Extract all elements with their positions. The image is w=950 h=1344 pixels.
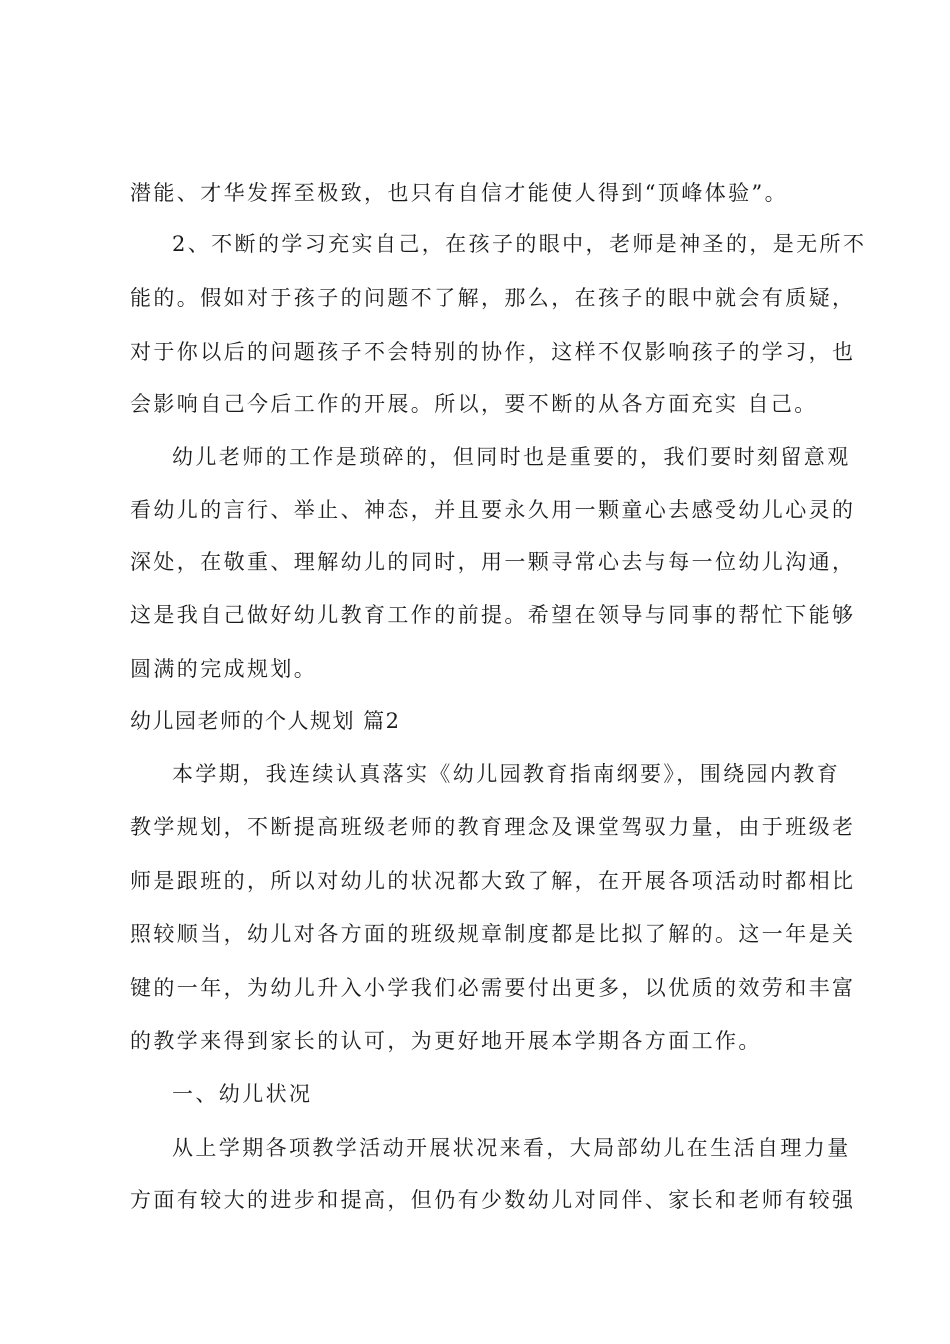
- section-heading: 幼儿园老师的个人规划 篇2: [130, 709, 401, 733]
- text-line: 的教学来得到家长的认可，为更好地开展本学期各方面工作。: [130, 1029, 762, 1053]
- text-line: 看幼儿的言行、举止、神态，并且要永久用一颗童心去感受幼儿心灵的: [130, 498, 856, 522]
- text-line: 圆满的完成规划。: [130, 657, 318, 681]
- text-line: 从上学期各项教学活动开展状况来看，大局部幼儿在生活自理力量: [172, 1136, 851, 1160]
- text-line: 对于你以后的问题孩子不会特别的协作，这样不仅影响孩子的学习，也: [130, 340, 856, 364]
- text-line: 潜能、才华发挥至极致，也只有自信才能使人得到“顶峰体验”。: [130, 181, 789, 205]
- text-line: 深处，在敬重、理解幼儿的同时，用一颗寻常心去与每一位幼儿沟通，: [130, 550, 856, 574]
- text-line: 键的一年，为幼儿升入小学我们必需要付出更多，以优质的效劳和丰富: [130, 976, 856, 1000]
- text-line: 教学规划，不断提高班级老师的教育理念及课堂驾驭力量，由于班级老: [130, 815, 856, 839]
- text-line: 会影响自己今后工作的开展。所以，要不断的从各方面充实 自己。: [130, 392, 818, 416]
- text-line: 本学期，我连续认真落实《幼儿园教育指南纲要》，围绕园内教育: [172, 762, 841, 786]
- text-line: 这是我自己做好幼儿教育工作的前提。希望在领导与同事的帮忙下能够: [130, 603, 856, 627]
- text-line: 2、不断的学习充实自己，在孩子的眼中，老师是神圣的，是无所不: [172, 232, 867, 256]
- text-line: 照较顺当，幼儿对各方面的班级规章制度都是比拟了解的。这一年是关: [130, 922, 856, 946]
- text-line: 能的。假如对于孩子的问题不了解，那么，在孩子的眼中就会有质疑，: [130, 286, 856, 310]
- text-line: 师是跟班的，所以对幼儿的状况都大致了解，在开展各项活动时都相比: [130, 869, 856, 893]
- text-line: 一、幼儿状况: [172, 1082, 313, 1106]
- text-line: 幼儿老师的工作是琐碎的，但同时也是重要的，我们要时刻留意观: [172, 445, 851, 469]
- text-line: 方面有较大的进步和提高，但仍有少数幼儿对同伴、家长和老师有较强: [130, 1188, 856, 1212]
